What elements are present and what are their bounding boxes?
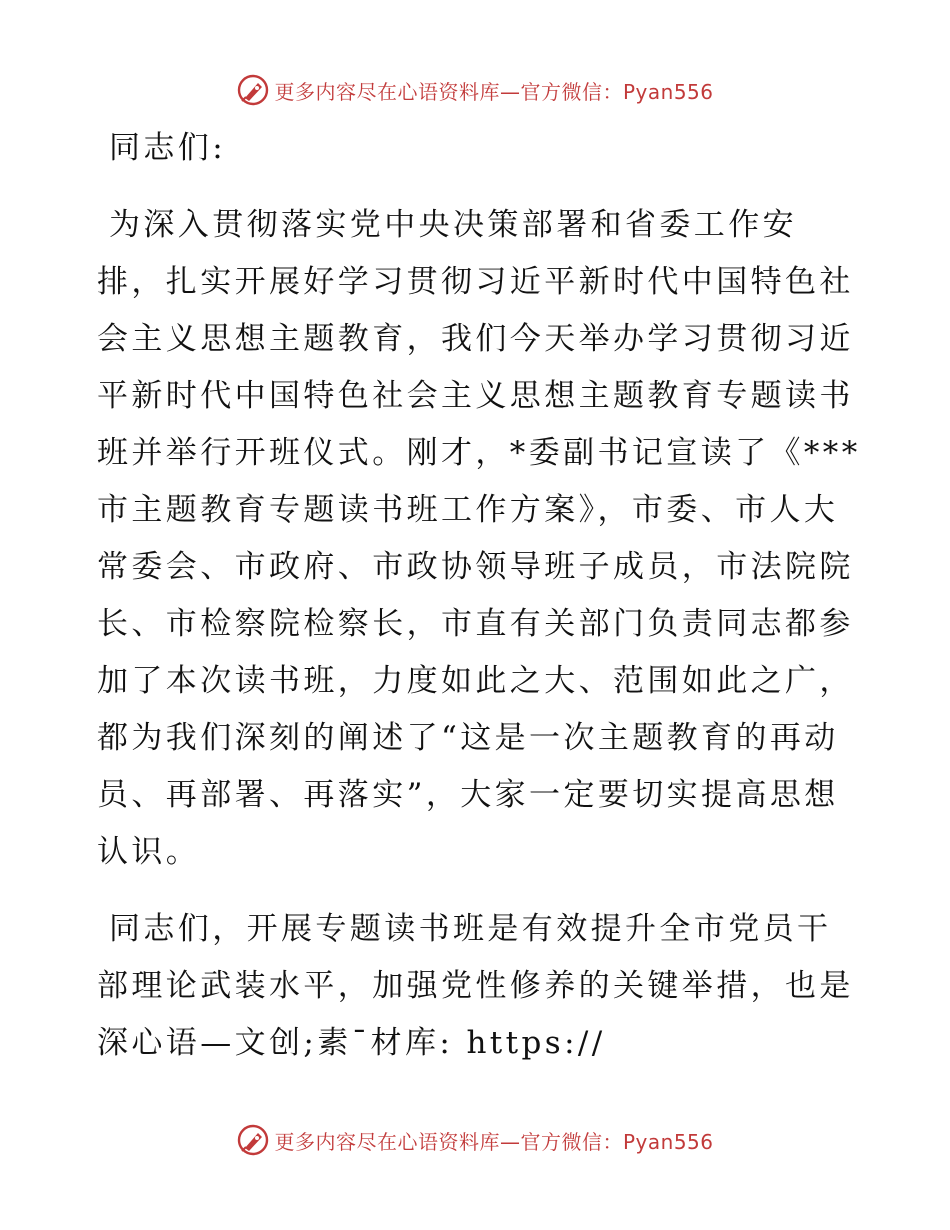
salutation: 同志们: xyxy=(109,130,227,166)
paragraph-line: 部理论武装水平，加强党性修养的关键举措，也是 xyxy=(97,968,854,1004)
paragraph-line: 平新时代中国特色社会主义思想主题教育专题读书 xyxy=(97,378,854,414)
paragraph-line: 都为我们深刻的阐述了“这是一次主题教育的再动 xyxy=(97,720,839,756)
footer-banner xyxy=(0,1120,950,1160)
pen-nib-logo-icon xyxy=(236,1123,270,1157)
paragraph-line: 常委会、市政府、市政协领导班子成员，市法院院 xyxy=(97,549,854,585)
header-banner xyxy=(0,70,950,110)
paragraph-line: 同志们，开展专题读书班是有效提升全市党员干 xyxy=(109,911,832,947)
footer-banner-text: 更多内容尽在心语资料库—官方微信：Pyan556 xyxy=(274,1129,714,1154)
paragraph-line: 为深入贯彻落实党中央决策部署和省委工作安 xyxy=(109,207,797,243)
paragraph-line: 会主义思想主题教育，我们今天举办学习贯彻习近 xyxy=(97,321,854,357)
paragraph-line: 班并举行开班仪式。刚才，*委副书记宣读了《*** xyxy=(97,435,861,471)
paragraph-line: 市主题教育专题读书班工作方案》，市委、市人大 xyxy=(97,492,839,528)
paragraph-line: 认识。 xyxy=(97,834,201,870)
paragraph-line: 长、市检察院检察长，市直有关部门负责同志都参 xyxy=(97,606,854,642)
document-body xyxy=(97,120,861,1072)
paragraph-line: 员、再部署、再落实”，大家一定要切实提高思想 xyxy=(97,777,839,813)
paragraph-line: 加了本次读书班，力度如此之大、范围如此之广， xyxy=(97,663,854,699)
header-banner-text: 更多内容尽在心语资料库—官方微信：Pyan556 xyxy=(274,79,714,104)
paragraph-line: 排，扎实开展好学习贯彻习近平新时代中国特色社 xyxy=(97,264,854,300)
pen-nib-logo-icon xyxy=(236,73,270,107)
paragraph-1 xyxy=(97,197,861,881)
paragraph-2 xyxy=(97,901,857,1072)
paragraph-line: 深心语—文创;素¯材库: https:// xyxy=(97,1025,606,1061)
